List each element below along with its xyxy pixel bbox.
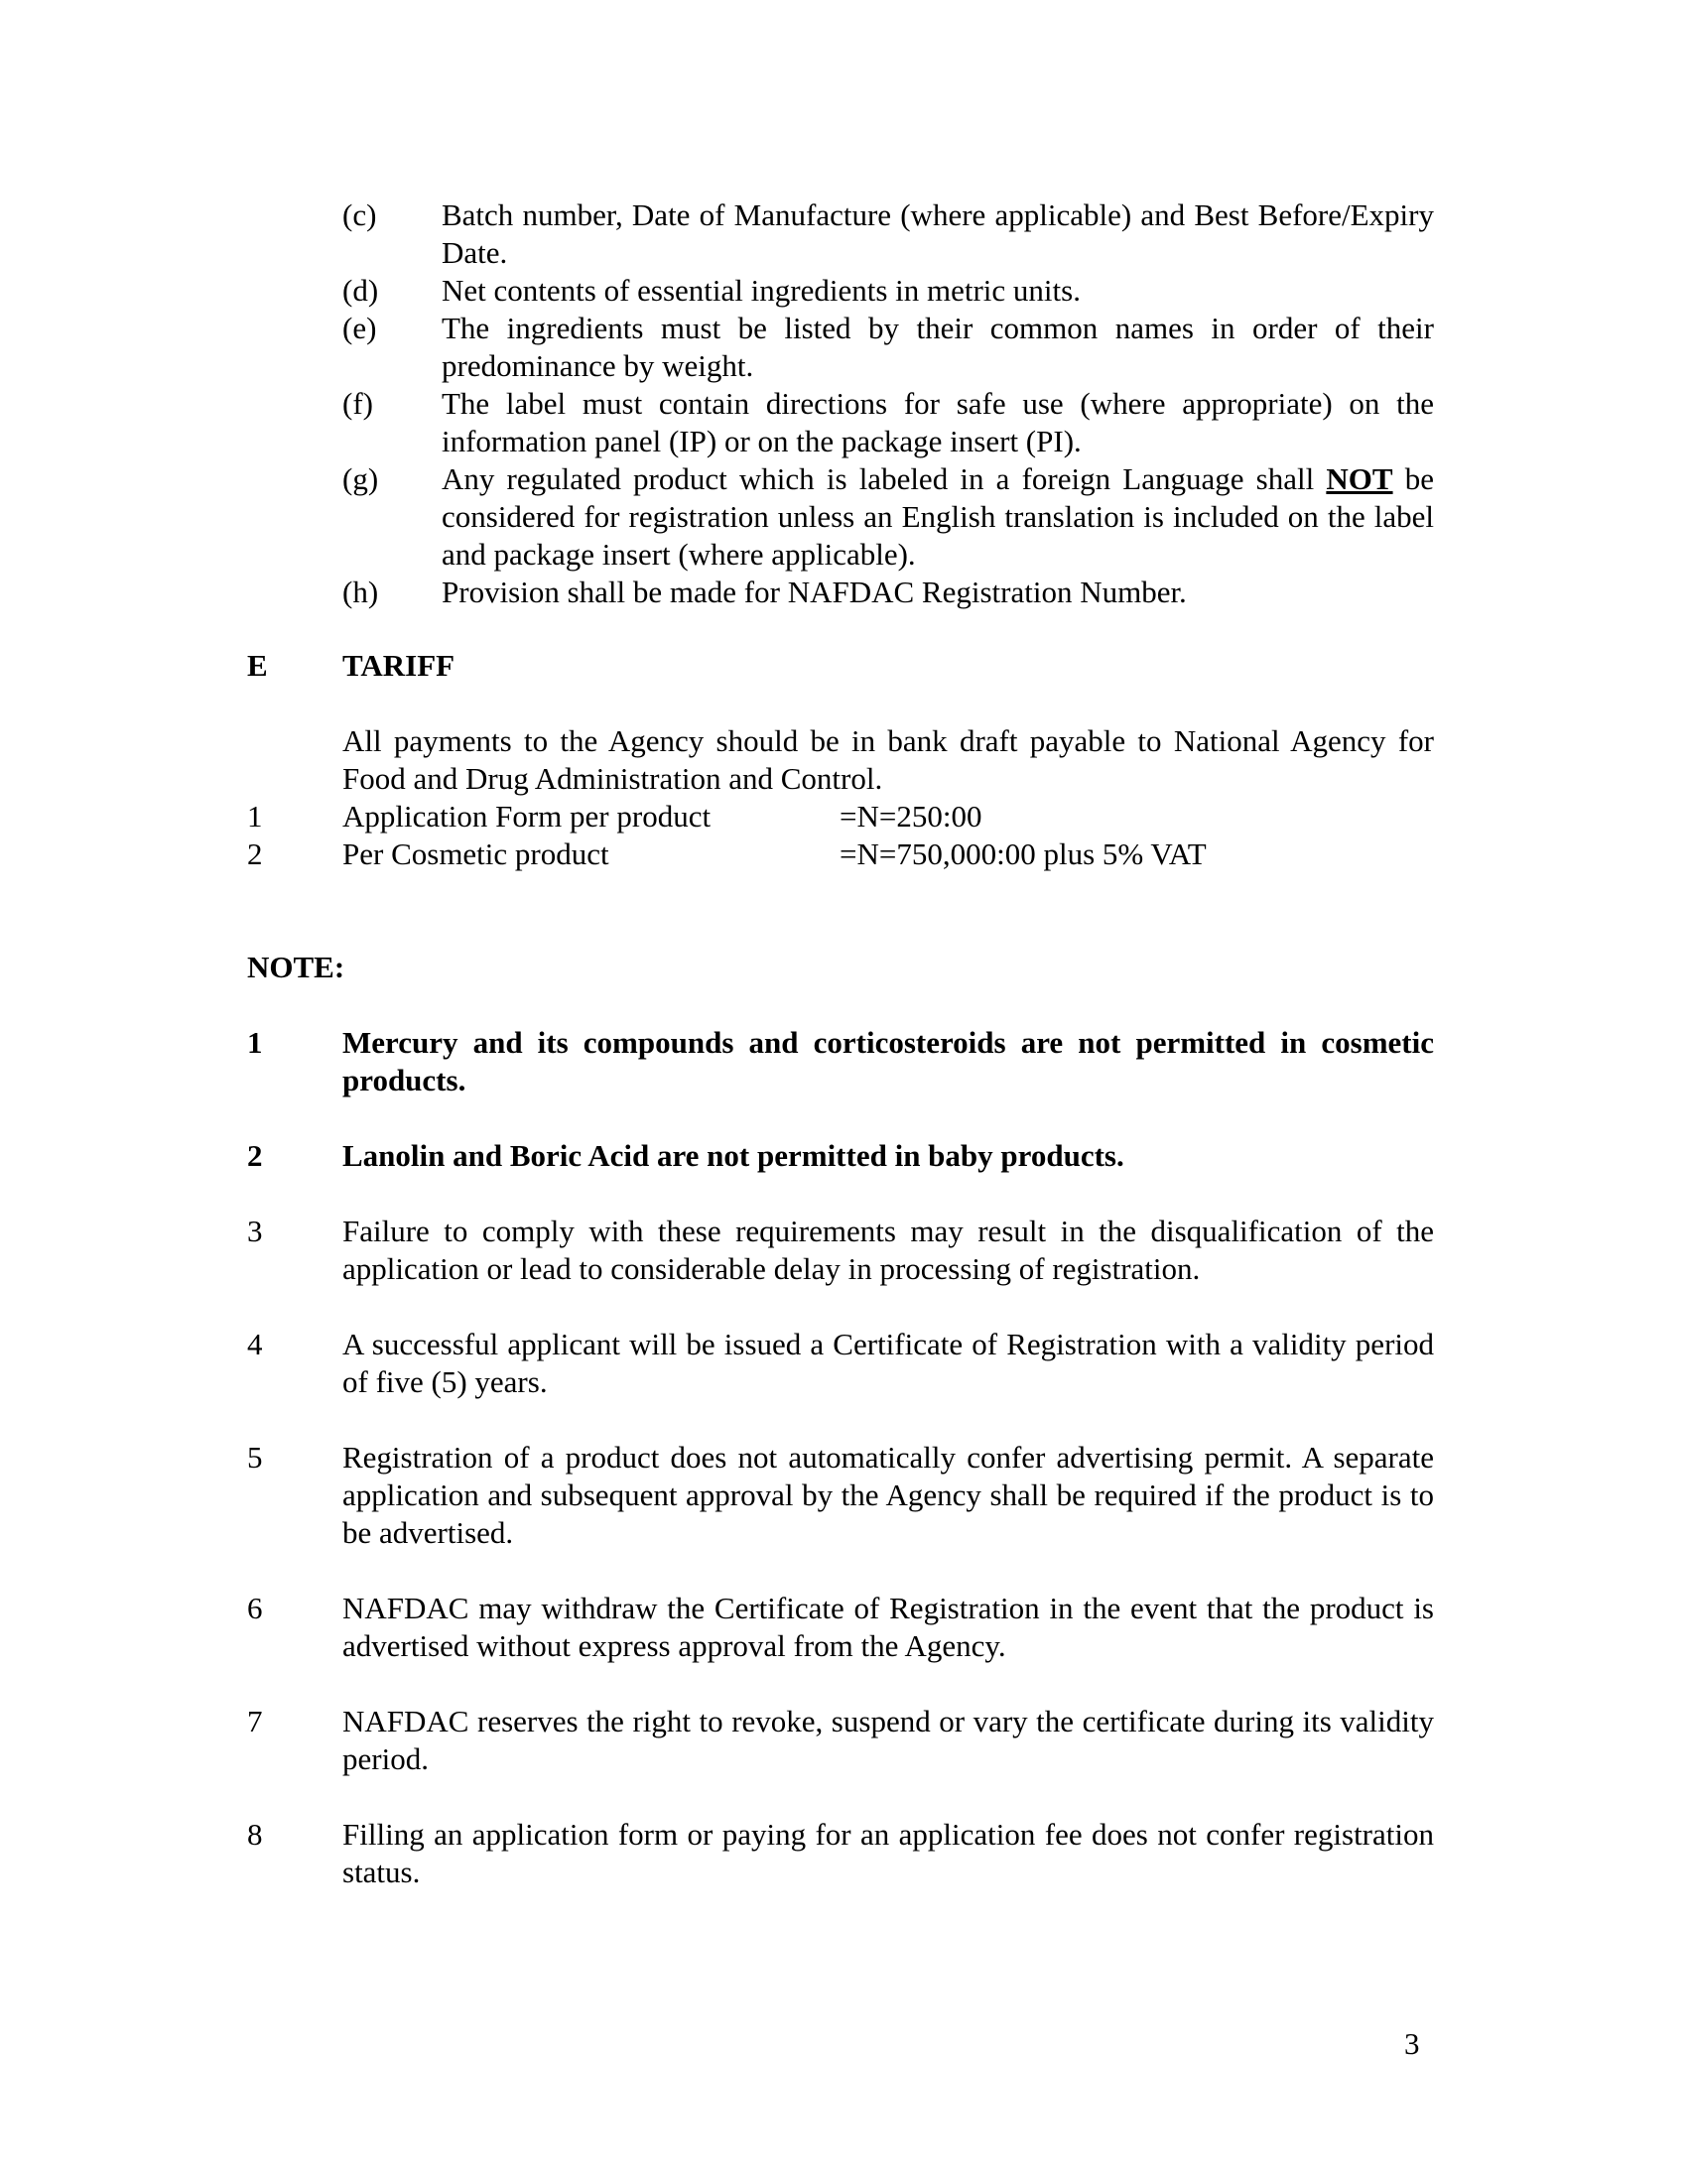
tariff-row-label: Per Cosmetic product bbox=[342, 836, 609, 871]
note-item-row bbox=[247, 1590, 1434, 1665]
tariff-row bbox=[247, 835, 1434, 873]
tariff-row-label: Application Form per product bbox=[342, 799, 712, 834]
note-item bbox=[247, 1590, 1434, 1665]
note-item-row bbox=[247, 1439, 1434, 1552]
list-marker: (d) bbox=[342, 273, 379, 308]
note-item-text: Failure to comply with these requirements may result in the disqualification of the application or lead to considerable delay in processing of registration. bbox=[342, 1214, 1434, 1286]
note-item bbox=[247, 1703, 1434, 1778]
list-item-text: The ingredients must be listed by their common names in order of their predominance by weight. bbox=[442, 311, 1434, 383]
note-item-text: A successful applicant will be issued a Certificate of Registration with a validity period of five (5) years. bbox=[342, 1327, 1434, 1399]
note-item-text: Filling an application form or paying for an application fee does not confer registration status. bbox=[342, 1817, 1434, 1889]
tariff-row-number: 2 bbox=[247, 836, 263, 871]
note-item-text: NAFDAC reserves the right to revoke, suspend or vary the certificate during its validity period. bbox=[342, 1704, 1434, 1776]
note-item-number: 6 bbox=[247, 1591, 263, 1625]
note-item-number: 8 bbox=[247, 1817, 263, 1852]
list-item-text: Provision shall be made for NAFDAC Registration Number. bbox=[442, 575, 1187, 609]
section-heading bbox=[247, 647, 1434, 685]
note-item-number: 3 bbox=[247, 1214, 263, 1248]
note-item-text: Registration of a product does not automatically confer advertising permit. A separate application and subsequent approval by the Agency shall be required if the product is to be advertised. bbox=[342, 1440, 1434, 1550]
list-item bbox=[342, 385, 1434, 460]
list-item-text: Batch number, Date of Manufacture (where applicable) and Best Before/Expiry Date. bbox=[442, 197, 1434, 270]
section-title: TARIFF bbox=[342, 648, 455, 683]
note-item-number: 7 bbox=[247, 1704, 263, 1738]
page-number: 3 bbox=[1404, 2026, 1420, 2061]
list-item-text-after: be considered for registration unless an English translation is included on the label and package insert (where applicable). bbox=[442, 461, 1434, 572]
note-item-text: Lanolin and Boric Acid are not permitted in baby products. bbox=[342, 1138, 1124, 1173]
tariff-row bbox=[247, 798, 1434, 835]
note-item-number: 5 bbox=[247, 1440, 263, 1475]
tariff-row-amount: =N=750,000:00 plus 5% VAT bbox=[840, 836, 1207, 871]
note-item-text: NAFDAC may withdraw the Certificate of Registration in the event that the product is advertised without express approval from the Agency. bbox=[342, 1591, 1434, 1663]
note-item bbox=[247, 1439, 1434, 1552]
note-item-row bbox=[247, 1213, 1434, 1288]
note-item-row bbox=[247, 1024, 1434, 1099]
list-marker: (e) bbox=[342, 311, 377, 345]
note-item-row bbox=[247, 1816, 1434, 1891]
list-item bbox=[342, 574, 1434, 611]
note-item-number: 4 bbox=[247, 1327, 263, 1361]
tariff-intro bbox=[247, 722, 1434, 798]
list-marker: (c) bbox=[342, 197, 377, 232]
note-item-row bbox=[247, 1703, 1434, 1778]
tariff-intro-text: All payments to the Agency should be in bank draft payable to National Agency for Food and Drug Administration and Control. bbox=[342, 723, 1434, 796]
note-item bbox=[247, 1024, 1434, 1099]
tariff-row-amount: =N=250:00 bbox=[840, 799, 982, 834]
note-item-text: Mercury and its compounds and corticosteroids are not permitted in cosmetic products. bbox=[342, 1025, 1434, 1097]
list-item bbox=[342, 460, 1434, 574]
note-item bbox=[247, 1326, 1434, 1401]
list-item bbox=[342, 196, 1434, 272]
note-item bbox=[247, 1816, 1434, 1891]
tariff-body bbox=[247, 722, 1434, 873]
note-item-row bbox=[247, 1326, 1434, 1401]
note-item-number: 2 bbox=[247, 1138, 263, 1173]
emphasis-not: NOT bbox=[1326, 461, 1393, 496]
list-item-text-before: Any regulated product which is labeled in a foreign Language shall bbox=[442, 461, 1327, 496]
tariff-section bbox=[247, 647, 1434, 685]
section-letter: E bbox=[247, 648, 268, 683]
list-item-text: Net contents of essential ingredients in metric units. bbox=[442, 273, 1081, 308]
note-item bbox=[247, 1213, 1434, 1288]
list-item-text: The label must contain directions for safe use (where appropriate) on the information panel (IP) or on the package insert (PI). bbox=[442, 386, 1434, 458]
list-item bbox=[342, 310, 1434, 385]
label-requirements-list bbox=[342, 196, 1434, 611]
list-item bbox=[342, 272, 1434, 310]
list-marker: (g) bbox=[342, 461, 379, 496]
note-item-row bbox=[247, 1137, 1434, 1175]
note-heading: NOTE: bbox=[247, 950, 345, 984]
tariff-row-number: 1 bbox=[247, 799, 263, 834]
list-marker: (f) bbox=[342, 386, 373, 421]
note-item-number: 1 bbox=[247, 1025, 263, 1060]
note-item bbox=[247, 1137, 1434, 1175]
list-marker: (h) bbox=[342, 575, 379, 609]
